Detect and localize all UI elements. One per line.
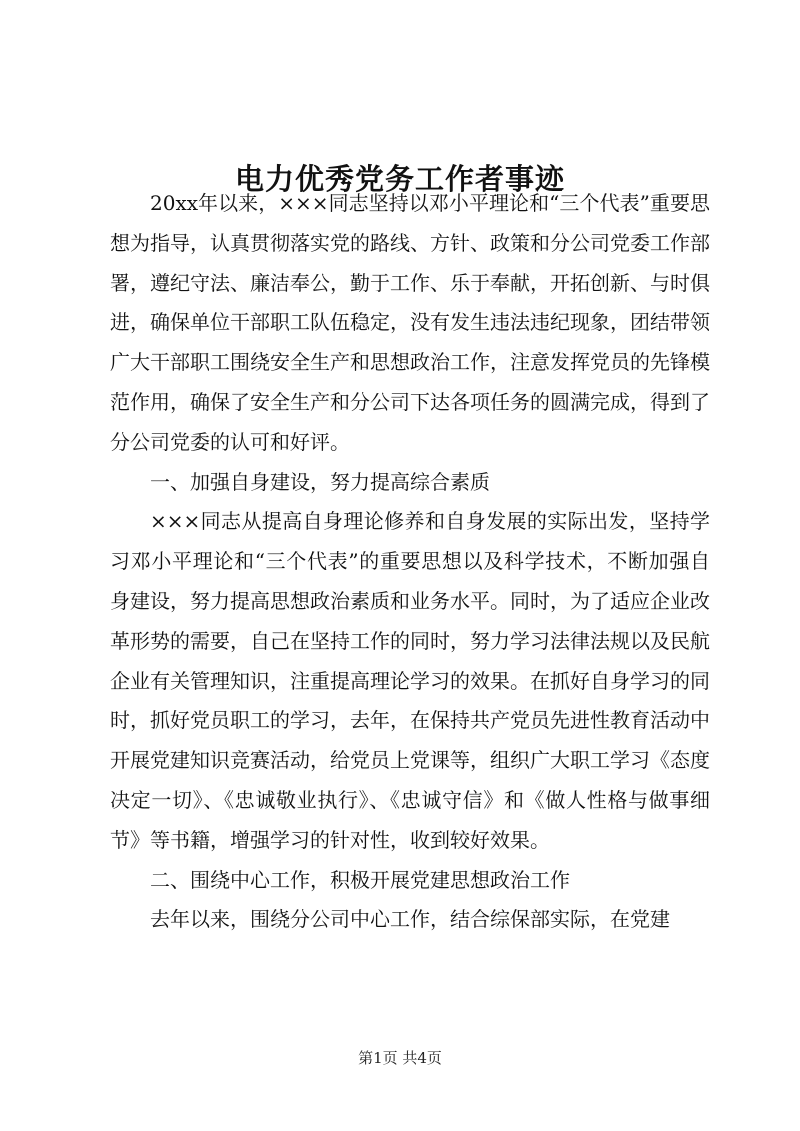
document-body [110,184,710,940]
paragraph-section-1: ×××同志从提高自身理论修养和自身发展的实际出发，坚持学习邓小平理论和“三个代表”的重要思想以及科学技术，不断加强自身建设，努力提高思想政治素质和业务水平。同时，为了适应企业改革形势的需要，自己在坚持工作的同时，努力学习法律法规以及民航企业有关管理知识，注重提高理论学习的效果。在抓好自身学习的同时，抓好党员职工的学习，去年，在保持共产党员先进性教育活动中开展党建知识竞赛活动，给党员上党课等，组织广大职工学习《态度决定一切》、《忠诚敬业执行》、《忠诚守信》和《做人性格与做事细节》等书籍，增强学习的针对性，收到较好效果。 [110,509,710,852]
page-indicator: 第1页 共4页 [358,1049,442,1067]
section-heading-1: 一、加强自身建设，努力提高综合素质 [150,469,490,494]
paragraph-intro: 20xx年以来，×××同志坚持以邓小平理论和“三个代表”重要思想为指导，认真贯彻落实党的路线、方针、政策和分公司党委工作部署，遵纪守法、廉洁奉公，勤于工作、乐于奉献，开拓创新、与时俱进，确保单位干部职工队伍稳定，没有发生违法违纪现象，团结带领广大干部职工围绕安全生产和思想政治工作，注意发挥党员的先锋模范作用，确保了安全生产和分公司下达各项任务的圆满完成，得到了分公司党委的认可和好评。 [110,191,710,454]
document-title: 电力优秀党务工作者事迹 [234,162,565,197]
paragraph-section-2: 去年以来，围绕分公司中心工作，结合综保部实际，在党建 [150,907,670,932]
section-heading-2: 二、围绕中心工作，积极开展党建思想政治工作 [150,867,570,892]
